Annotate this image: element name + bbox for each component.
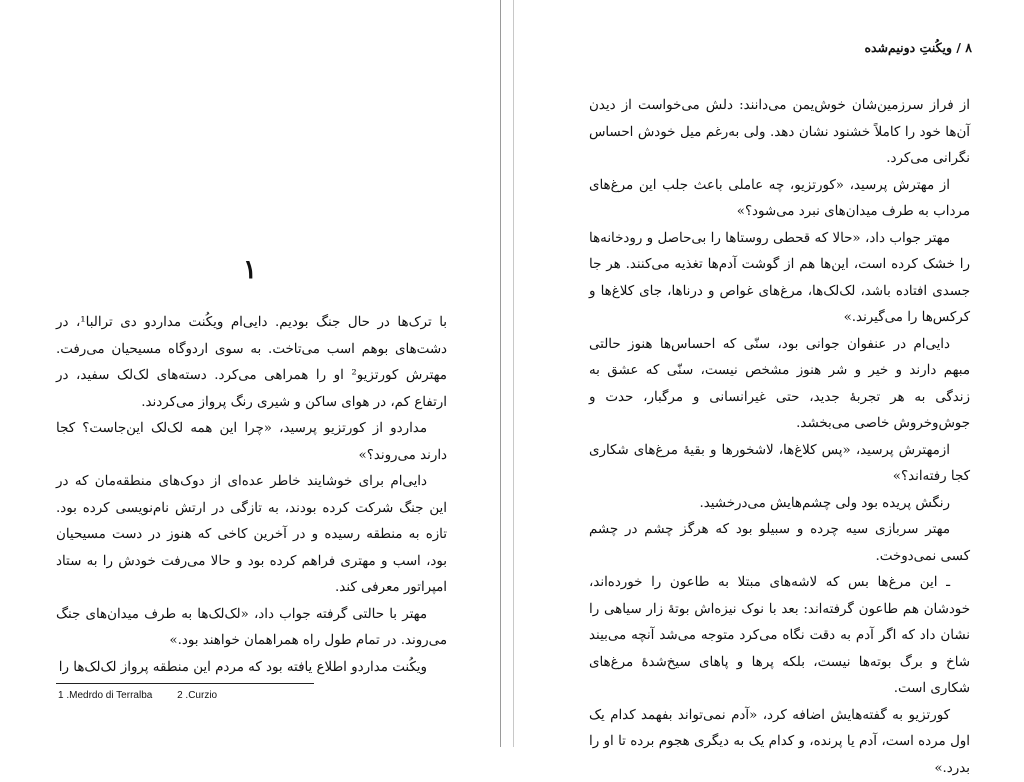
- left-page: [0, 0, 500, 747]
- paragraph: رنگش پریده بود ولی چشم‌هایش می‌درخشید.: [589, 491, 970, 518]
- paragraph: از فراز سرزمین‌شان خوش‌یمن می‌دانند: دلش می‌خواست از دیدن آن‌ها خود را کاملاً خشنود نشان دهد. ولی به‌رغم میل خودش احساس نگرانی می‌کرد.: [589, 93, 970, 173]
- footnote: 2 .Curzio: [177, 690, 217, 701]
- footnote: 1 .Medrdo di Terralba: [58, 690, 152, 701]
- right-page-body: [589, 93, 970, 782]
- paragraph: دایی‌ام برای خوشایند خاطر عده‌ای از دوک‌های منطقه‌مان که در این جنگ شرکت کرده بودند، به تازگی در ارتش نام‌نویسی کرده بود. تازه به منطقه رسیده و در آخرین کاخی که هنوز در دست مسیحیان بود، اسب و مهتری فراهم کرده بود و حالا می‌رفت خودش را به ستاد امپراتور معرفی کند.: [56, 469, 447, 602]
- paragraph: ویکُنت مداردو اطلاع یافته بود که مردم این منطقه پرواز لک‌لک‌ها را: [56, 655, 447, 682]
- paragraph: با ترک‌ها در حال جنگ بودیم. دایی‌ام ویکُنت مداردو دی ترالبا¹، در دشت‌های بوهم اسب می‌تاخت. به سوی اردوگاه مسیحیان می‌رفت. مهترش کورتزیو² او را همراهی می‌کرد. دسته‌های لک‌لک سفید، در ارتفاع کم، در هوای ساکن و شیری رنگ پرواز می‌کردند.: [56, 310, 447, 416]
- right-page: [523, 0, 1024, 747]
- page-gutter-line: [513, 0, 514, 747]
- left-page-body: [56, 310, 447, 681]
- footnote-divider: [56, 683, 314, 684]
- paragraph: ازمهترش پرسید، «پس کلاغ‌ها، لاشخورها و بقیهٔ مرغ‌های شکاری کجا رفته‌اند؟»: [589, 438, 970, 491]
- paragraph: از مهترش پرسید، «کورتزیو، چه عاملی باعث جلب این مرغ‌های مرداب به طرف میدان‌های نبرد می‌شود؟»: [589, 173, 970, 226]
- paragraph: مداردو از کورتزیو پرسید، «چرا این همه لک‌لک این‌جاست؟ کجا دارند می‌روند؟»: [56, 416, 447, 469]
- paragraph: کورتزیو به گفته‌هایش اضافه کرد، «آدم نمی‌تواند بفهمد کدام یک اول مرده است، آدم یا پرنده، و کدام یک به دیگری هجوم برده تا او را بدرد.»: [589, 703, 970, 782]
- paragraph: دایی‌ام در عنفوان جوانی بود، سنّی که احساس‌ها هنوز حالتی مبهم دارند و خیر و شر هنوز مشخص نیست، سنّی که عشق به زندگی به هر تجربهٔ جدید، حتی غیرانسانی و مرگبار، حدت و جوش‌وخروش خاصی می‌بخشد.: [589, 332, 970, 438]
- paragraph: مهتر سربازی سیه چرده و سبیلو بود که هرگز چشم در چشم کسی نمی‌دوخت.: [589, 517, 970, 570]
- paragraph: مهتر با حالتی گرفته جواب داد، «لک‌لک‌ها به طرف میدان‌های جنگ می‌روند. در تمام طول راه همراهمان خواهند بود.»: [56, 602, 447, 655]
- paragraph: مهتر جواب داد، «حالا که قحطی روستاها را بی‌حاصل و رودخانه‌ها را خشک کرده است، این‌ها هم از گوشت آدم‌ها تغذیه می‌کنند. هر جا جسدی افتاده باشد، لک‌لک‌ها، مرغ‌های غواص و درناها، جای کلاغ‌ها و کرکس‌ها را می‌گیرند.»: [589, 226, 970, 332]
- page-gutter-line: [500, 0, 501, 747]
- paragraph: ـ این مرغ‌ها بس که لاشه‌های مبتلا به طاعون را خورده‌اند، خودشان هم طاعون گرفته‌اند: بعد با نوک نیزه‌اش بوتهٔ زار سیاهی را نشان داد که اگر آدم به دقت نگاه می‌کرد متوجه می‌شد آنچه می‌بیند شاخ و برگ بوته‌ها نیست، بلکه پرها و پاهای سیخ‌شدهٔ مرغ‌های شکاری است.: [589, 570, 970, 703]
- footnotes: [58, 690, 239, 701]
- chapter-number: ۱: [0, 255, 500, 285]
- running-header: ۸ / ویکُنتِ دونیم‌شده: [864, 40, 972, 55]
